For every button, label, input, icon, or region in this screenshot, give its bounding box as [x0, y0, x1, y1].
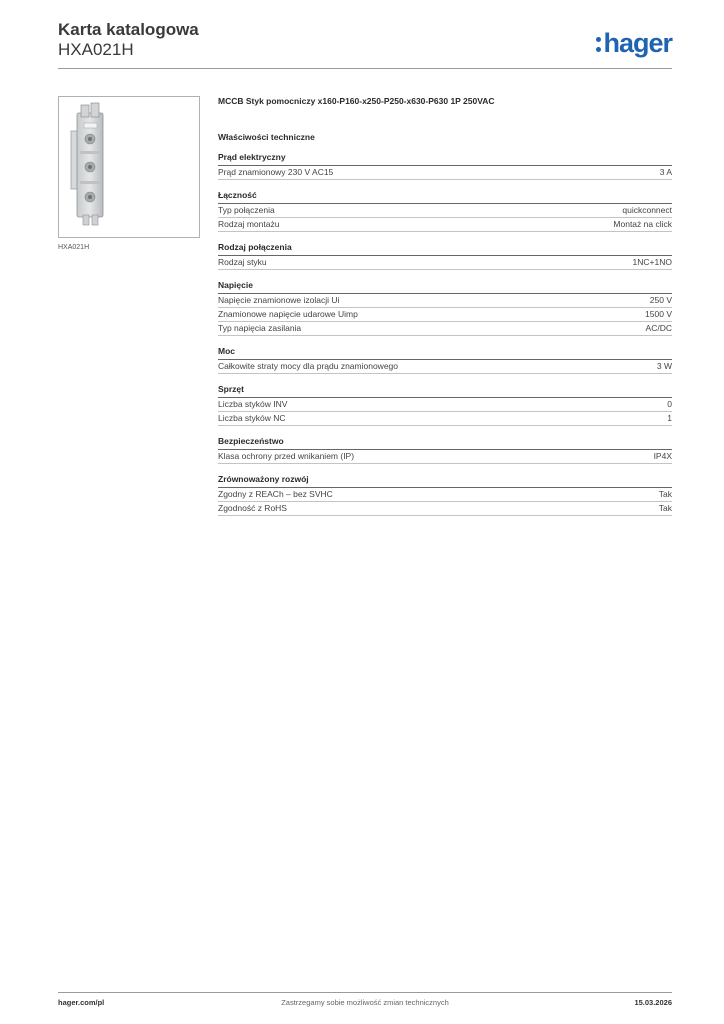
spec-value: IP4X — [653, 451, 672, 461]
image-caption: HXA021H — [58, 244, 90, 251]
spec-row — [218, 360, 672, 374]
spec-group-title: Sprzęt — [218, 384, 672, 398]
spec-label: Typ napięcia zasilania — [218, 323, 302, 333]
footer-website: hager.com/pl — [58, 998, 105, 1007]
spec-group — [218, 280, 672, 336]
spec-label: Klasa ochrony przed wnikaniem (IP) — [218, 451, 355, 461]
spec-value: Tak — [658, 489, 672, 499]
logo-text: hager — [603, 27, 672, 58]
spec-group — [218, 190, 672, 232]
page-header — [58, 20, 672, 68]
spec-value: quickconnect — [622, 205, 672, 215]
spec-group-title: Bezpieczeństwo — [218, 436, 672, 450]
product-image — [58, 96, 200, 238]
spec-group — [218, 474, 672, 516]
spec-value: Tak — [658, 503, 672, 513]
spec-label: Znamionowe napięcie udarowe Uimp — [218, 309, 358, 319]
document-title: Karta katalogowa — [58, 20, 199, 39]
spec-row — [218, 308, 672, 322]
spec-group-title: Łączność — [218, 190, 672, 204]
spec-row — [218, 502, 672, 516]
spec-value: 3 W — [656, 361, 672, 371]
header-divider — [58, 68, 672, 69]
spec-value: 3 A — [659, 167, 672, 177]
spec-label: Rodzaj styku — [218, 257, 267, 267]
spec-value: 1NC+1NO — [632, 257, 672, 267]
spec-row — [218, 450, 672, 464]
spec-value: 1500 V — [645, 309, 672, 319]
spec-group-title: Moc — [218, 346, 672, 360]
logo-colon-icon — [596, 37, 601, 52]
spec-group — [218, 436, 672, 464]
spec-label: Rodzaj montażu — [218, 219, 280, 229]
spec-row — [218, 256, 672, 270]
technical-properties-heading: Właściwości techniczne — [218, 132, 315, 142]
spec-label: Zgodność z RoHS — [218, 503, 287, 513]
spec-value: AC/DC — [645, 323, 672, 333]
footer-notice: Zastrzegamy sobie możliwość zmian technicznych — [281, 998, 449, 1007]
aux-contact-device-icon — [59, 97, 199, 237]
spec-row — [218, 218, 672, 232]
spec-value: Montaż na click — [613, 219, 672, 229]
spec-group-title: Rodzaj połączenia — [218, 242, 672, 256]
spec-label: Napięcie znamionowe izolacji Ui — [218, 295, 340, 305]
spec-groups — [218, 152, 672, 516]
spec-row — [218, 488, 672, 502]
spec-group-title: Prąd elektryczny — [218, 152, 672, 166]
spec-row — [218, 398, 672, 412]
footer-date: 15.03.2026 — [634, 998, 672, 1007]
page-footer — [58, 998, 672, 1010]
spec-row — [218, 294, 672, 308]
spec-row — [218, 322, 672, 336]
spec-label: Typ połączenia — [218, 205, 275, 215]
spec-label: Całkowite straty mocy dla prądu znamionowego — [218, 361, 399, 371]
spec-value: 0 — [667, 399, 672, 409]
spec-label: Prąd znamionowy 230 V AC15 — [218, 167, 334, 177]
footer-divider — [58, 992, 672, 993]
spec-value: 250 V — [649, 295, 672, 305]
spec-group-title: Napięcie — [218, 280, 672, 294]
spec-group — [218, 242, 672, 270]
spec-label: Zgodny z REACh – bez SVHC — [218, 489, 333, 499]
product-title: MCCB Styk pomocniczy x160-P160-x250-P250-x630-P630 1P 250VAC — [218, 96, 495, 106]
spec-value: 1 — [667, 413, 672, 423]
spec-group-title: Zrównoważony rozwój — [218, 474, 672, 488]
product-code: HXA021H — [58, 40, 134, 59]
spec-row — [218, 204, 672, 218]
spec-group — [218, 384, 672, 426]
spec-label: Liczba styków INV — [218, 399, 288, 409]
spec-group — [218, 152, 672, 180]
spec-row — [218, 166, 672, 180]
spec-label: Liczba styków NC — [218, 413, 286, 423]
spec-group — [218, 346, 672, 374]
hager-logo — [596, 28, 672, 58]
spec-sheet — [218, 96, 672, 526]
spec-row — [218, 412, 672, 426]
